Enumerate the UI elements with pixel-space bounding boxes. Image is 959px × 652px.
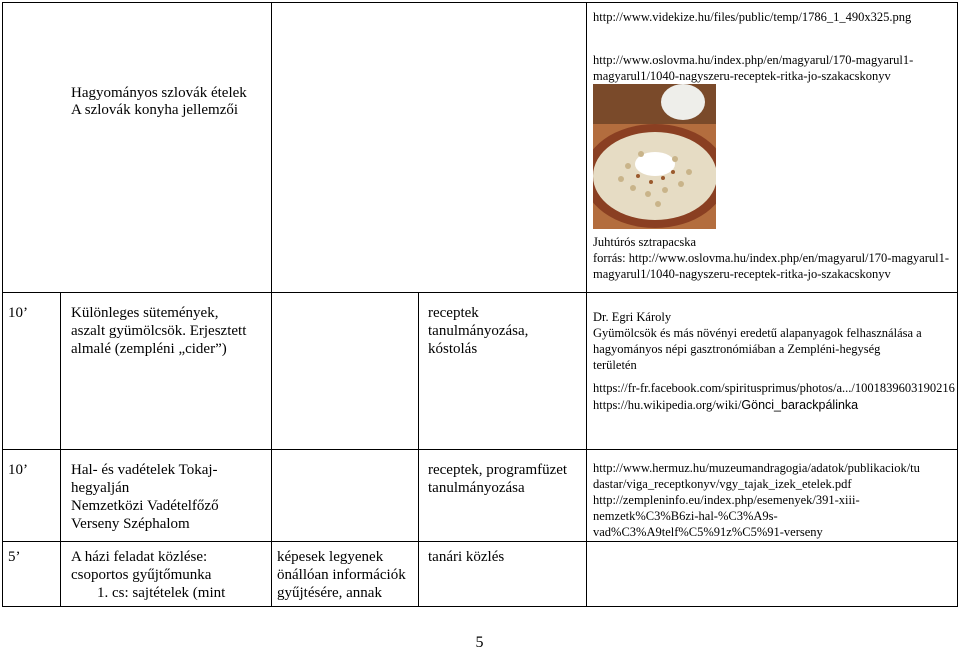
row4-topic-line1: A házi feladat közlése: <box>71 549 208 565</box>
row3-ref-line3[interactable]: http://zempleninfo.eu/index.php/esemenyek/391-xiii- <box>593 493 860 507</box>
row3-ref-line5[interactable]: vad%C3%A9telf%C5%91z%C5%91-verseny <box>593 525 823 539</box>
row3-ref-line1[interactable]: http://www.hermuz.hu/muzeumandragogia/adatok/publikaciok/tu <box>593 461 920 475</box>
page-number: 5 <box>475 634 484 651</box>
row3-ref-line4[interactable]: nemzetk%C3%B6zi-hal-%C3%A9s- <box>593 509 778 523</box>
row2-ref-line3: hagyományos népi gasztronómiában a Zempléni-hegység <box>593 342 881 356</box>
row-divider <box>2 449 958 450</box>
row3-topic-line4: Verseny Széphalom <box>71 516 190 532</box>
row4-topic-line3: 1. cs: sajtételek (mint <box>97 585 226 601</box>
row3-topic-line2: hegyalján <box>71 480 130 496</box>
row2-ref-line1: Dr. Egri Károly <box>593 310 672 324</box>
row2-topic-line3: almalé (zempléni „cider”) <box>71 341 227 357</box>
row3-topic-line1: Hal- és vadételek Tokaj- <box>71 462 218 478</box>
column-divider <box>418 292 419 607</box>
row2-url2-suffix[interactable]: Gönci_barackpálinka <box>741 398 859 412</box>
column-divider <box>271 2 272 607</box>
row2-url2[interactable] <box>593 397 858 413</box>
row2-url1[interactable]: https://fr-fr.facebook.com/spiritusprimus/photos/a.../1001839603190216 <box>593 381 955 395</box>
row2-method-line1: receptek <box>428 305 479 321</box>
row2-method-line3: kóstolás <box>428 341 478 357</box>
food-photo <box>593 84 716 229</box>
table-border-left <box>2 2 3 607</box>
row1-url-oslovma-line1[interactable]: http://www.oslovma.hu/index.php/en/magyarul/170-magyarul1- <box>593 53 914 67</box>
table-border-right <box>957 2 958 607</box>
row3-method-line2: tanulmányozása <box>428 480 525 496</box>
row4-method-line1: tanári közlés <box>428 549 505 565</box>
row2-url2-prefix[interactable]: https://hu.wikipedia.org/wiki/ <box>593 398 742 412</box>
row3-method-line1: receptek, programfüzet <box>428 462 568 478</box>
row1-source-line1[interactable]: forrás: http://www.oslovma.hu/index.php/en/magyarul/170-magyarul1- <box>593 251 950 265</box>
row1-url-oslovma-line2[interactable]: magyarul1/1040-nagyszeru-receptek-ritka-jo-szakacskonyv <box>593 69 891 83</box>
column-divider <box>60 292 61 607</box>
row2-method-line2: tanulmányozása, <box>428 323 529 339</box>
food-photo-image <box>593 84 716 229</box>
table-border-top <box>2 2 958 3</box>
column-divider <box>586 2 587 607</box>
row4-goal-line2: önállóan információk <box>277 567 406 583</box>
table-border-bottom <box>2 606 958 607</box>
row2-topic-line2: aszalt gyümölcsök. Erjesztett <box>71 323 247 339</box>
row1-source-line2[interactable]: magyarul1/1040-nagyszeru-receptek-ritka-jo-szakacskonyv <box>593 267 891 281</box>
row2-time: 10’ <box>8 305 28 321</box>
row2-topic-line1: Különleges sütemények, <box>71 305 219 321</box>
row3-time: 10’ <box>8 462 28 478</box>
row4-time: 5’ <box>8 549 21 565</box>
row2-ref-line4: területén <box>593 358 637 372</box>
row-divider <box>2 292 958 293</box>
row3-topic-line3: Nemzetközi Vadételfőző <box>71 498 219 514</box>
row3-ref-line2[interactable]: dastar/viga_receptkonyv/vgy_tajak_izek_etelek.pdf <box>593 477 852 491</box>
row4-goal-line1: képesek legyenek <box>277 549 384 565</box>
row-divider <box>2 541 958 542</box>
row1-url-top[interactable]: http://www.videkize.hu/files/public/temp/1786_1_490x325.png <box>593 10 912 24</box>
row1-photo-caption: Juhtúrós sztrapacska <box>593 235 697 249</box>
row4-topic-line2: csoportos gyűjtőmunka <box>71 567 212 583</box>
row1-topic-line2: A szlovák konyha jellemzői <box>71 102 239 118</box>
row4-goal-line3: gyűjtésére, annak <box>277 585 382 601</box>
row1-topic-line1: Hagyományos szlovák ételek <box>71 85 247 101</box>
row2-ref-line2: Gyümölcsök és más növényi eredetű alapanyagok felhasználása a <box>593 326 922 340</box>
